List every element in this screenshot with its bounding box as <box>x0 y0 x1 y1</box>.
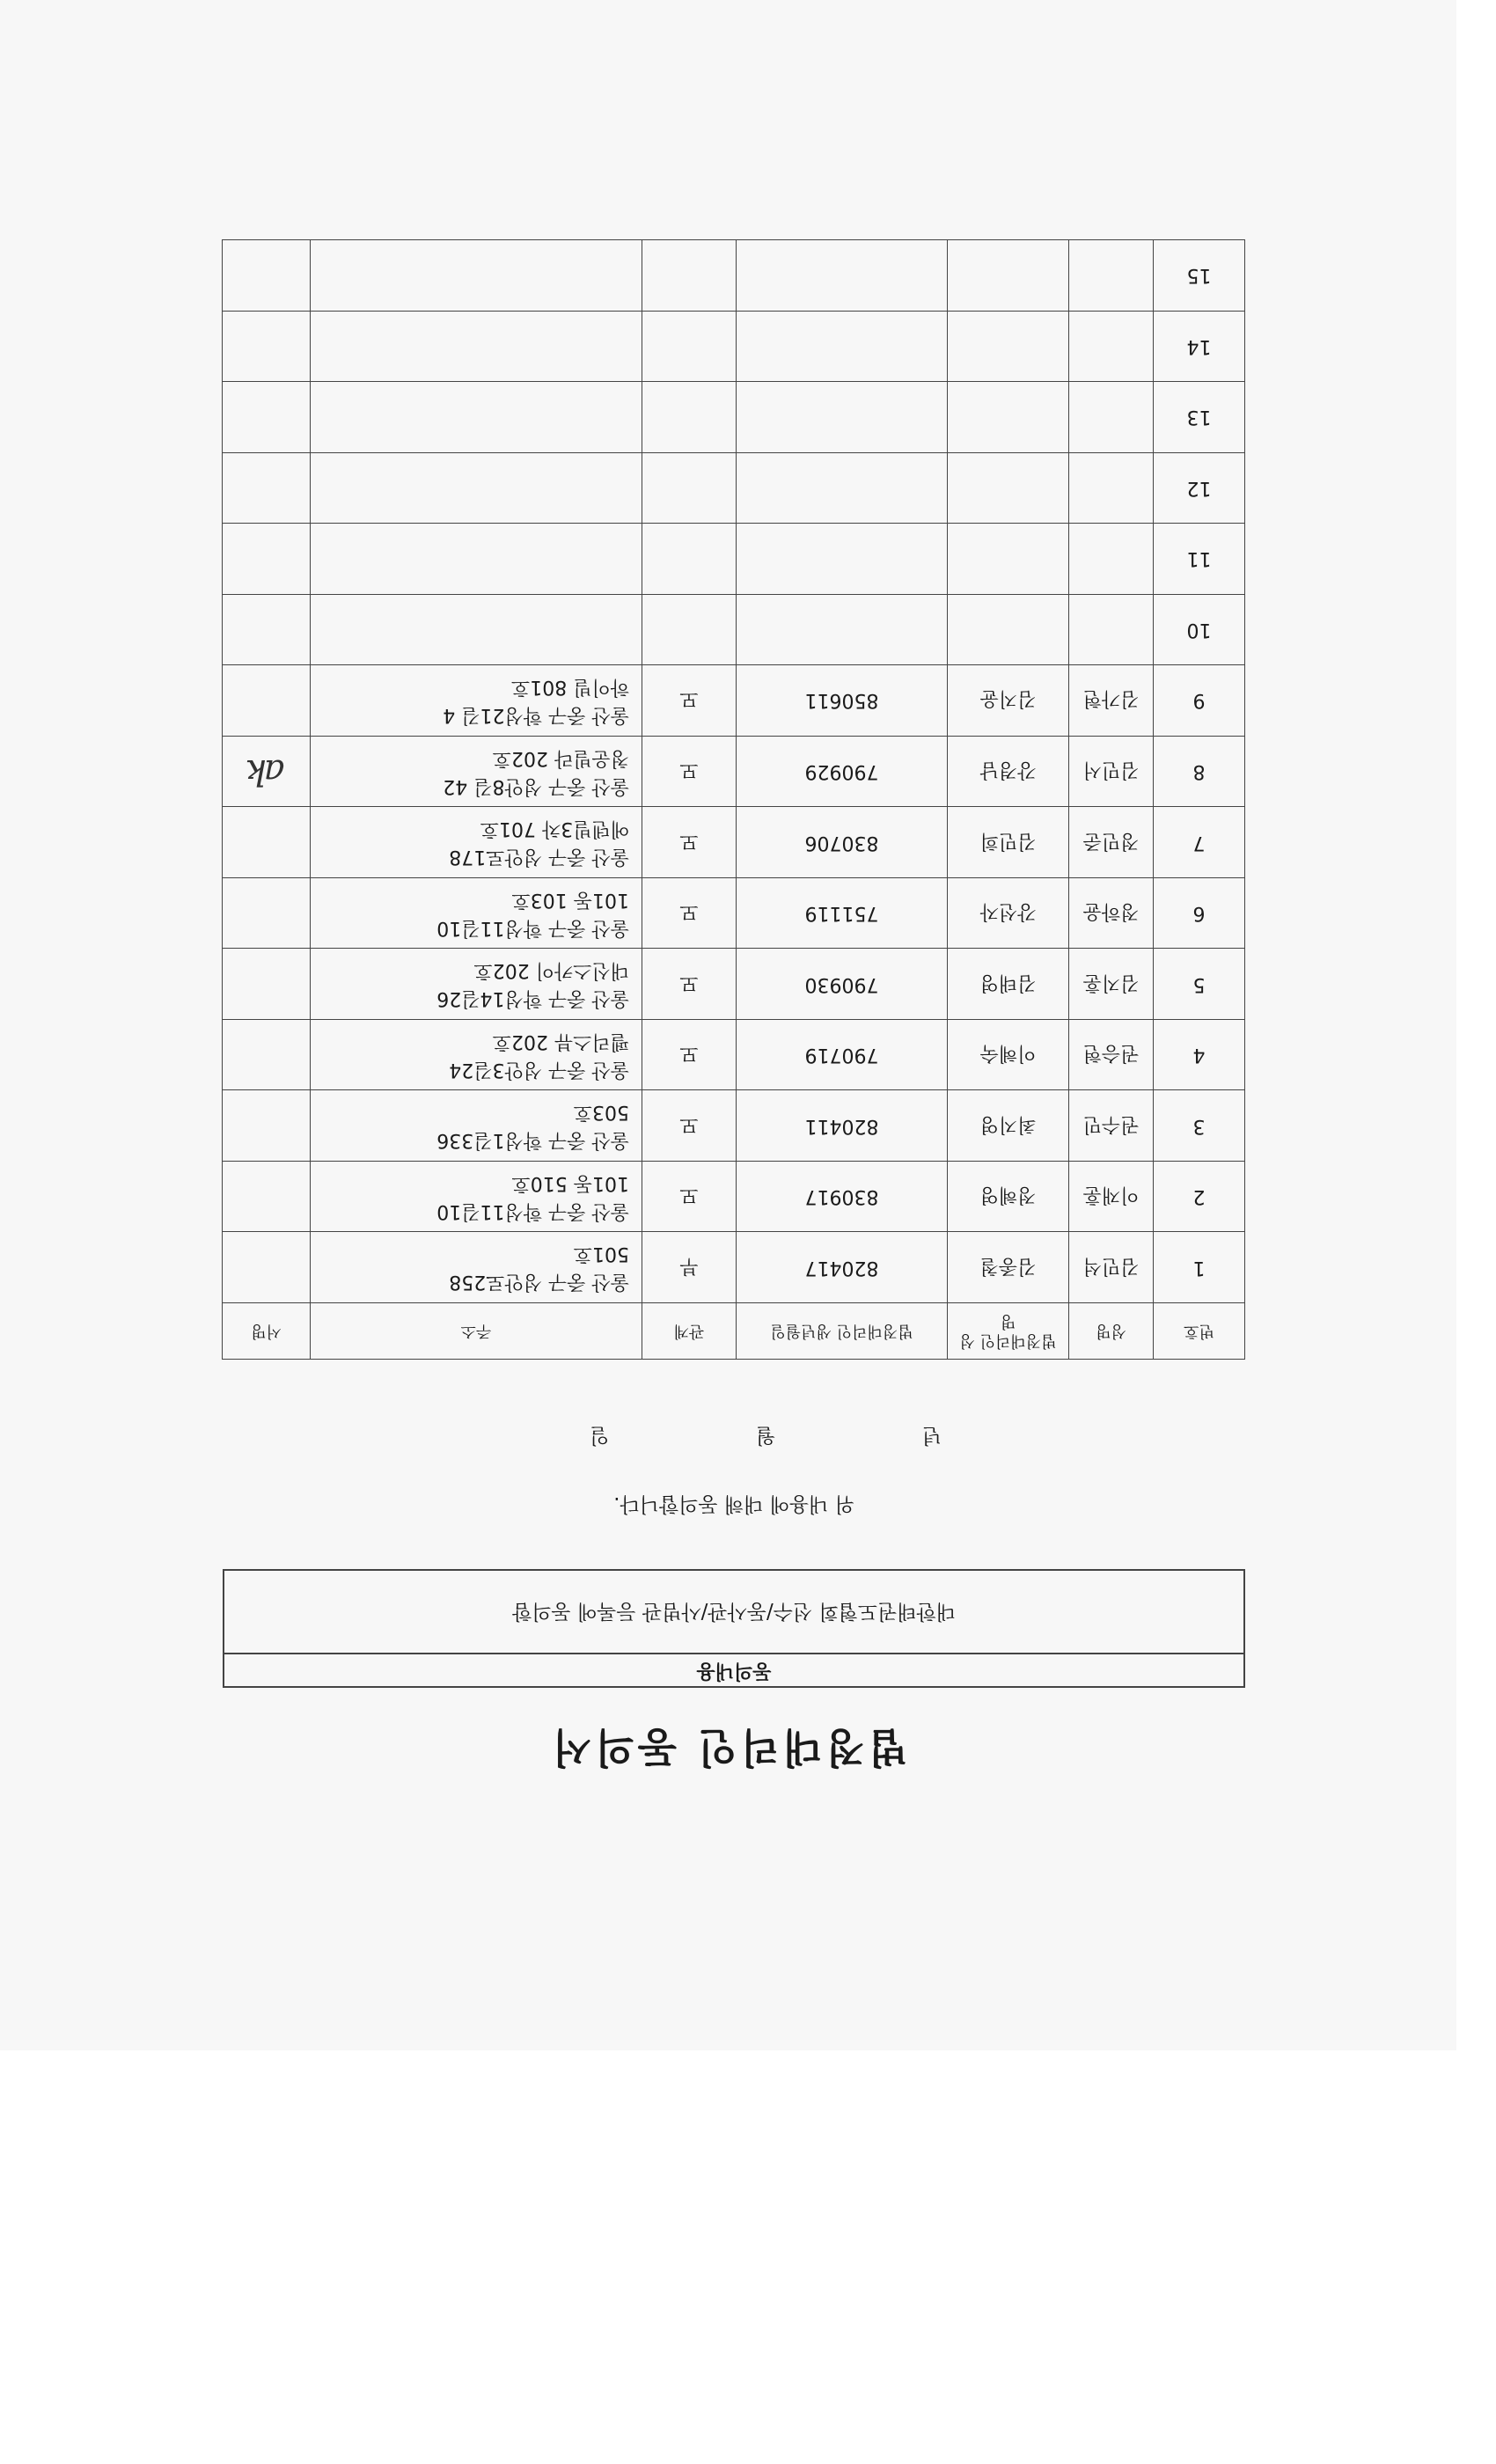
cell-name <box>1069 594 1154 665</box>
cell-name <box>1069 240 1154 312</box>
cell-guardian-birth: 830706 <box>737 807 948 878</box>
header-signature: 서명 <box>223 1303 311 1360</box>
cell-name: 김가현 <box>1069 665 1154 737</box>
consent-statement: 위 내용에 대해 동의합니다. <box>613 1492 854 1515</box>
address-line: 하이빌 801호 <box>511 675 629 698</box>
address-line: 울산 중구 학성14길26 <box>436 987 629 1010</box>
header-address: 주소 <box>311 1303 642 1360</box>
table-row <box>223 877 1245 949</box>
cell-relation <box>642 311 737 382</box>
page-title: 법정대리인 동의서 <box>548 1724 908 1771</box>
cell-name: 이재훈 <box>1069 1161 1154 1232</box>
cell-name: 김지훈 <box>1069 949 1154 1020</box>
cell-number: 12 <box>1154 452 1245 524</box>
cell-number: 14 <box>1154 311 1245 382</box>
table-row <box>223 524 1245 595</box>
address-line <box>316 318 629 346</box>
cell-address <box>311 524 642 595</box>
address-line: 501호 <box>573 1243 629 1265</box>
cell-guardian-name <box>948 594 1069 665</box>
cell-number: 4 <box>1154 1019 1245 1090</box>
address-line: 울산 중구 학성21길 4 <box>443 703 629 726</box>
cell-signature <box>223 1019 311 1090</box>
cell-guardian-name: 김태영 <box>948 949 1069 1020</box>
cell-guardian-name: 이혜숙 <box>948 1019 1069 1090</box>
cell-number: 3 <box>1154 1090 1245 1162</box>
date-day-label: 일 <box>590 1424 610 1447</box>
header-guardian-name: 법정대리인 성명 <box>948 1303 1069 1360</box>
table-row <box>223 1019 1245 1090</box>
cell-number: 8 <box>1154 736 1245 807</box>
cell-address <box>311 382 642 453</box>
table-row <box>223 382 1245 453</box>
cell-address <box>311 240 642 312</box>
cell-relation: 모 <box>642 665 737 737</box>
cell-guardian-birth <box>737 311 948 382</box>
cell-guardian-birth <box>737 594 948 665</box>
cell-address <box>311 1019 642 1090</box>
table-row <box>223 452 1245 524</box>
cell-signature <box>223 665 311 737</box>
cell-number: 15 <box>1154 240 1245 312</box>
cell-relation: 모 <box>642 949 737 1020</box>
cell-signature <box>223 1232 311 1303</box>
address-line: 펠리스뷰 202호 <box>492 1030 629 1052</box>
table-row <box>223 1232 1245 1303</box>
address-line <box>316 275 629 304</box>
cell-guardian-name: 최지영 <box>948 1090 1069 1162</box>
cell-guardian-name <box>948 311 1069 382</box>
cell-address <box>311 807 642 878</box>
address-line <box>316 531 629 559</box>
address-line: 101동 510호 <box>511 1171 629 1194</box>
address-line: 울산 중구 성안8길 42 <box>443 774 629 797</box>
cell-guardian-name: 김지윤 <box>948 665 1069 737</box>
guardian-table <box>222 239 1245 1360</box>
table-header-row <box>223 1303 1245 1360</box>
header-name: 성명 <box>1069 1303 1154 1360</box>
address-line <box>316 488 629 516</box>
cell-number: 10 <box>1154 594 1245 665</box>
address-line: 청운빌라 202호 <box>492 746 629 769</box>
cell-signature <box>223 240 311 312</box>
cell-relation: 모 <box>642 807 737 878</box>
cell-relation: 모 <box>642 877 737 949</box>
address-line: 울산 중구 학성11길10 <box>436 1199 629 1222</box>
cell-name: 김민서 <box>1069 736 1154 807</box>
cell-name: 정민준 <box>1069 807 1154 878</box>
cell-guardian-name: 정혜영 <box>948 1161 1069 1232</box>
table-row <box>223 949 1245 1020</box>
table-row <box>223 594 1245 665</box>
cell-number: 5 <box>1154 949 1245 1020</box>
cell-relation <box>642 594 737 665</box>
table-row <box>223 240 1245 312</box>
cell-name <box>1069 382 1154 453</box>
cell-guardian-birth <box>737 524 948 595</box>
cell-guardian-name: 강선자 <box>948 877 1069 949</box>
cell-name: 정하윤 <box>1069 877 1154 949</box>
cell-guardian-birth <box>737 240 948 312</box>
cell-address <box>311 736 642 807</box>
cell-guardian-birth: 751119 <box>737 877 948 949</box>
address-line: 101동 103호 <box>511 888 629 911</box>
address-line: 대신스카이 202호 <box>473 959 629 982</box>
cell-address <box>311 1161 642 1232</box>
cell-relation <box>642 382 737 453</box>
address-line: 울산 중구 학성1길336 <box>436 1129 629 1152</box>
cell-name: 김민석 <box>1069 1232 1154 1303</box>
cell-number: 2 <box>1154 1161 1245 1232</box>
cell-signature <box>223 949 311 1020</box>
cell-name <box>1069 452 1154 524</box>
address-line: 울산 중구 성안로258 <box>449 1271 629 1294</box>
cell-guardian-name <box>948 240 1069 312</box>
cell-signature <box>223 594 311 665</box>
address-line <box>316 629 629 657</box>
cell-guardian-birth <box>737 452 948 524</box>
cell-guardian-birth: 790719 <box>737 1019 948 1090</box>
cell-relation <box>642 524 737 595</box>
cell-guardian-name: 김종철 <box>948 1232 1069 1303</box>
cell-address <box>311 877 642 949</box>
address-line <box>316 346 629 374</box>
cell-guardian-birth: 790929 <box>737 736 948 807</box>
cell-guardian-name <box>948 452 1069 524</box>
table-row <box>223 736 1245 807</box>
table-row <box>223 1161 1245 1232</box>
date-line <box>590 1423 942 1452</box>
table-row <box>223 1090 1245 1162</box>
cell-relation: 모 <box>642 1019 737 1090</box>
cell-relation <box>642 452 737 524</box>
consent-header: 동의내용 <box>224 1653 1243 1686</box>
cell-guardian-birth: 830917 <box>737 1161 948 1232</box>
cell-signature <box>223 807 311 878</box>
table-row <box>223 807 1245 878</box>
address-line <box>316 389 629 417</box>
cell-address <box>311 452 642 524</box>
header-number: 번호 <box>1154 1303 1245 1360</box>
cell-name: 권승현 <box>1069 1019 1154 1090</box>
cell-address <box>311 665 642 737</box>
cell-signature <box>223 736 311 807</box>
cell-guardian-name: 김민희 <box>948 807 1069 878</box>
address-line: 울산 중구 성안로178 <box>449 846 629 869</box>
cell-name <box>1069 311 1154 382</box>
cell-name <box>1069 524 1154 595</box>
cell-guardian-birth: 850611 <box>737 665 948 737</box>
cell-address <box>311 1232 642 1303</box>
cell-guardian-birth: 820411 <box>737 1090 948 1162</box>
date-month-label: 월 <box>755 1424 776 1447</box>
cell-number: 7 <box>1154 807 1245 878</box>
address-line <box>316 459 629 488</box>
cell-relation: 모 <box>642 1161 737 1232</box>
table-row <box>223 665 1245 737</box>
cell-signature <box>223 452 311 524</box>
address-line: 울산 중구 성안3길24 <box>449 1058 629 1081</box>
address-line: 울산 중구 학성11길10 <box>436 916 629 939</box>
cell-signature <box>223 1090 311 1162</box>
table-row <box>223 311 1245 382</box>
cell-signature <box>223 311 311 382</box>
address-line <box>316 559 629 587</box>
date-year-label: 년 <box>921 1424 942 1447</box>
consent-body: 대한태권도협회 선수/동사관/사범관 등록에 동의함 <box>512 1600 957 1623</box>
cell-guardian-name <box>948 382 1069 453</box>
cell-relation: 모 <box>642 1090 737 1162</box>
address-line: 503호 <box>573 1101 629 1124</box>
cell-number: 9 <box>1154 665 1245 737</box>
cell-address <box>311 311 642 382</box>
header-guardian-birth: 법정대리인 생년월일 <box>737 1303 948 1360</box>
cell-signature <box>223 382 311 453</box>
cell-guardian-birth: 790930 <box>737 949 948 1020</box>
cell-guardian-name <box>948 524 1069 595</box>
address-line <box>316 247 629 275</box>
cell-address <box>311 594 642 665</box>
cell-address <box>311 949 642 1020</box>
cell-relation: 모 <box>642 736 737 807</box>
address-line <box>316 417 629 445</box>
cell-name: 권수민 <box>1069 1090 1154 1162</box>
address-line <box>316 601 629 629</box>
handwritten-signature: ak <box>247 751 285 792</box>
cell-guardian-birth: 820417 <box>737 1232 948 1303</box>
cell-signature <box>223 1161 311 1232</box>
header-relation: 관계 <box>642 1303 737 1360</box>
consent-box <box>223 1569 1245 1688</box>
cell-address <box>311 1090 642 1162</box>
cell-number: 13 <box>1154 382 1245 453</box>
cell-signature <box>223 524 311 595</box>
cell-number: 6 <box>1154 877 1245 949</box>
cell-guardian-name: 강경남 <box>948 736 1069 807</box>
cell-signature <box>223 877 311 949</box>
cell-relation <box>642 240 737 312</box>
cell-number: 11 <box>1154 524 1245 595</box>
cell-relation: 부 <box>642 1232 737 1303</box>
address-line: 에덴빌3차 701호 <box>480 818 629 840</box>
cell-guardian-birth <box>737 382 948 453</box>
cell-number: 1 <box>1154 1232 1245 1303</box>
